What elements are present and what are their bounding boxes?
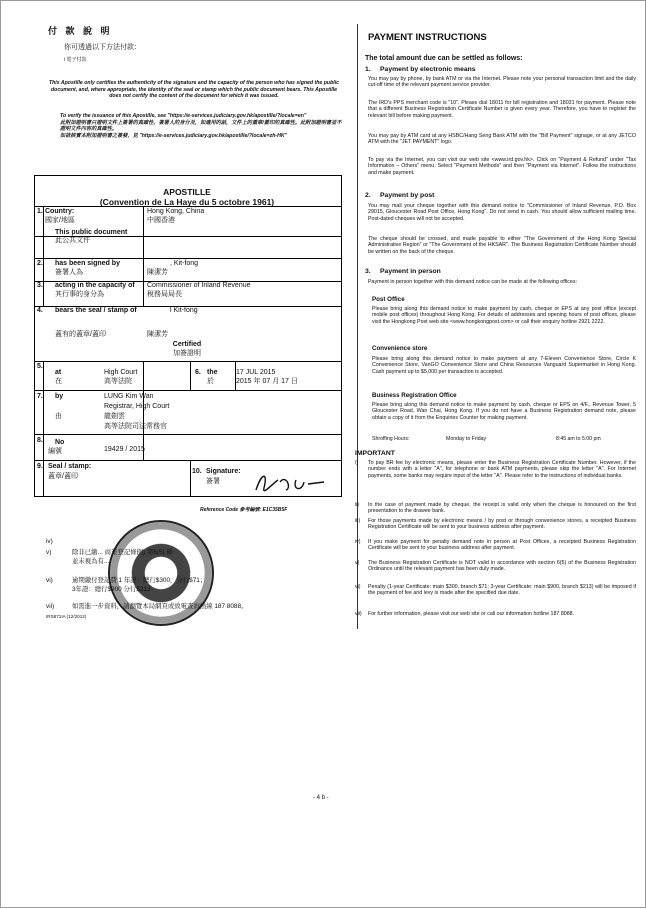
imp-v-num: v) [355,560,360,566]
payment-title: PAYMENT INSTRUCTIONS [368,32,487,43]
row8-label-zh: 編號 [48,448,62,455]
row9-num: 9. [37,463,43,470]
row2-value-zh: 陳潔芳 [147,269,168,276]
row3-label-zh: 其行事的身分為 [55,291,104,298]
row1-value: Hong Kong, China [147,208,205,215]
item-v-text: 除非已繳... 商業登記條例) 第6(5) 條 [72,549,173,556]
row4-value-zh: 陳潔芳 [147,331,168,338]
item-vii-num: vii) [46,603,55,610]
s2-num: 2. [365,192,371,199]
row7-value4: 高等法院司法常務官 [104,423,167,430]
row7-label: by [55,393,64,400]
row1-value-zh: 中國香港 [147,217,175,224]
s3-num: 3. [365,268,371,275]
row7-value2: Registrar, High Court [104,403,170,410]
verify-en: To verify the issuance of this Apostille, see "https://e-services.judiciary.gov.hk/apostille/?locale=en" [60,113,307,119]
s1-p4: To pay via the Internet, you can visit our web site <www.ird.gov.hk>. Click on "Payment & Refund" under "Tax Information – Others" menu. Select "Payment Methods" and then "Payment via Internet". Follow the instructions and make payment. [368,157,636,176]
certified: Certified [172,341,202,348]
left-item-i: i 電子付款 [64,57,87,63]
imp-vii-text: For further information, please visit our web site or call our information hotline 187 8088. [368,611,575,617]
row7-value1: LUNG Kim Wan [104,393,154,400]
row4-value: l Kit-fong [170,307,198,314]
row10-label-zh: 簽署 [206,478,220,485]
convenience-text: Please bring along this demand notice to make payment at any 7-Eleven Convenience Store, Circle K Convenience Store, VanGO Convenience Store and China Resources Vanguard Supermarket in Hong Kong. Cash payment up to $5,000 per transaction is accepted. [372,356,636,375]
imp-vi-num: vi) [355,584,361,590]
row7-num: 7. [37,393,43,400]
imp-iv-num: iv) [355,539,361,545]
convenience-title: Convenience store [372,345,428,352]
page-number: - 4 b - [313,795,329,801]
row8-value: 19429 / 2015 [104,446,145,453]
imp-iii-text: For those payments made by electronic means / by post or through convenience stores, a receipted Business Registration Certificate will be sent to your business address after payment. [368,518,636,531]
apostille-verify [60,113,342,139]
row3-label: acting in the capacity of [55,282,135,289]
hours-label: Shroffing Hours: [372,436,410,442]
post-office-text: Please bring along this demand notice to make payment by cash, cheque or EPS at any post office (except mobile post offices) throughout Hong Kong. For details of addresses and opening hours of post offices, please visit the Hongkong Post web site <www.hongkongpost.com> or call their enquiry hotline 2921 2222. [372,306,636,325]
row7-label-zh: 由 [55,413,62,420]
row5-value-zh: 高等法院 [104,378,132,385]
total-amount-line: The total amount due can be settled as follows: [365,55,523,62]
row1-label-zh: 國家/地區 [45,217,75,224]
verify-zh1: 此附加證明書只證明文件上簽署的真確性、簽署人的身分及，如適用的話，文件上的蓋章/蓋印的真確性。此附加證明書並不證明文件內容的真確性。 [60,119,342,133]
row4-label: bears the seal / stamp of [55,307,137,314]
row1-num: 1. [37,208,43,215]
s1-p1: You may pay by phone, by bank ATM or via the Internet. Please note your personal transaction limit and the daily cut-off time of the relevant payment service provider. [368,76,636,89]
left-heading: 付 款 說 明 [48,26,113,36]
imp-i-text: To pay BR fee by electronic means, please enter the Business Registration Certificate Number. However, if the number ends with a letter "A", for telephone or bank ATM payments, please skip the letter "A". For Internet payments, some banks may require input of the letter "A". Please refer to the instructions of individual banks. [368,460,636,479]
s2-p2: The cheque should be crossed, and made payable to either "The Government of the Hong Kong Special Administrative Region" or "The Government of the HKSAR". The Business Registration Certificate Number should be written on the back of the cheque. [368,236,636,255]
row6-value: 17 JUL 2015 [236,369,276,376]
imp-vi-text: Penalty (1-year Certificate: main $300, branch $71; 3-year Certificate: main $900, branch $213) will be imposed if the payment of fee and levy is made after the specified due date. [368,584,636,597]
row2-label-zh: 簽署人為 [55,269,83,276]
row6-value-zh: 2015 年 07 月 17 日 [236,378,298,385]
verify-zh2: 如欲核實本附加證明書之簽發，見 "https://e-services.judiciary.gov.hk/apostille/?locale=zh-HK" [60,132,288,139]
row9-label: Seal / stamp: [48,463,92,470]
item-v-num: v) [46,549,52,556]
row5-label-zh: 在 [55,378,62,385]
left-subheading: 你可透過以下方法付款： [64,44,141,51]
row2-num: 2. [37,260,43,267]
apostille-subtitle: (Convention de La Haye du 5 octobre 1961) [99,197,275,207]
row2-label: has been signed by [55,260,120,267]
row6-label: the [207,369,218,376]
form-code: IRS871IA (12/2012) [46,614,87,619]
item-vi-text2: 3年證：總行$900 分行$213 [72,586,151,593]
row7-value3: 龍劍雲 [104,413,125,420]
row1-label: Country: [45,208,75,215]
row1b-label: This public document [55,229,128,236]
item-v-text2: 並未視為有... [72,558,110,565]
apostille-title-text: APOSTILLE [163,187,211,197]
imp-iii-num: iii) [355,518,361,524]
s1-p3: You may pay by ATM card at any HSBC/Hang Seng Bank ATM with the "Bill Payment" signage, or at any JETCO ATM with the "JET PAYMENT" logo. [368,133,636,146]
row6-label-zh: 於 [207,378,214,385]
row3-value-zh: 稅務局局長 [147,291,182,298]
s1-title: Payment by electronic means [380,66,476,73]
row10-num: 10. [192,468,202,475]
certified-zh: 加簽證明 [173,350,201,357]
bro-title: Business Registration Office [372,392,457,399]
item-vi-text: 逾期繳付登記費 1 年證：總行$300，分行$71； [72,577,207,584]
row4-num: 4. [37,307,43,314]
row5-label: at [55,369,62,376]
imp-vii-num: vii) [355,611,362,617]
hours-time: 8:45 am to 5:00 pm [556,436,601,442]
imp-i-num: i) [355,460,358,466]
bro-text: Please bring along this demand notice to make payment by cash, cheque or EPS on 4/F., Revenue Tower, 5 Gloucester Road, Wan Chai, Hong Kong. If you do not have a Business Registration demand note, please obtain a copy of it from the Enquiries Counter for making payment. [372,402,636,421]
reference-code: Reference Code 參考編號: E1C35B5F [200,507,288,513]
row8-num: 8. [37,437,43,444]
item-vii-text: 如需進一步資料，請瀏覽本局網頁或致電查詢熱線 187 8088。 [72,603,248,610]
apostille-title [34,187,340,207]
apostille-intro: This Apostille only certifies the authenticity of the signature and the capacity of the person who has signed the public document, and, where appropriate, the identity of the seal or stamp which the public document bears. This Apostille does not certify the content of the document for which it was issued. [48,80,340,100]
s2-title: Payment by post [380,192,435,199]
row6-num: 6. [195,369,201,376]
s3-title: Payment in person [380,268,441,275]
s3-p1: Payment in person together with this demand notice can be made at the following offices: [368,279,577,285]
signature-image [252,470,332,498]
row5-num: 5. [37,363,43,370]
item-vi-num: vi) [46,577,53,584]
s1-num: 1. [365,66,371,73]
post-office-title: Post Office [372,296,405,303]
row4-label-zh: 蓋有的蓋章/蓋印 [55,331,106,338]
important-title: IMPORTANT [355,450,395,457]
row8-label: No [55,439,65,446]
row2-value: , Kit-fong [170,260,199,267]
item-iv-num: iv) [46,538,53,545]
row3-value: Commissioner of Inland Revenue [147,282,251,289]
row10-label: Signature: [206,468,241,475]
imp-v-text: The Business Registration Certificate is NOT valid in accordance with section 6(5) of the Business Registration Ordinance until the relevant payment has been duly made. [368,560,636,573]
row9-label-zh: 蓋章/蓋印 [48,473,78,480]
imp-ii-num: ii) [355,502,360,508]
s1-p2: The IRD's PPS merchant code is "10". Please dial 18011 for bill registration and 18031 for payment. Please note that a different Business Registration Certificate Number is given every year. Therefore, you have to register the relevant bill before making payment. [368,100,636,119]
hours-days: Monday to Friday [446,436,487,442]
imp-ii-text: In the case of payment made by cheque, the receipt is valid only when the cheque is honoured on the first presentation to the drawee bank. [368,502,636,515]
imp-iv-text: If you make payment for penalty demand note in person at Post Offices, a receipted Business Registration Certificate will be sent to your business address after payment. [368,539,636,552]
row5-value: High Court [104,369,138,376]
s2-p1: You may mail your cheque together with this demand notice to "Commissioner of Inland Revenue, P.O. Box 29015, Gloucester Road Post Office, Hong Kong". Do not send in cash. You should allow sufficient mailing time. Post-dated cheques will not be accepted. [368,203,636,222]
row3-num: 3. [37,282,43,289]
row1b-label-zh: 此公共文件 [55,237,90,244]
